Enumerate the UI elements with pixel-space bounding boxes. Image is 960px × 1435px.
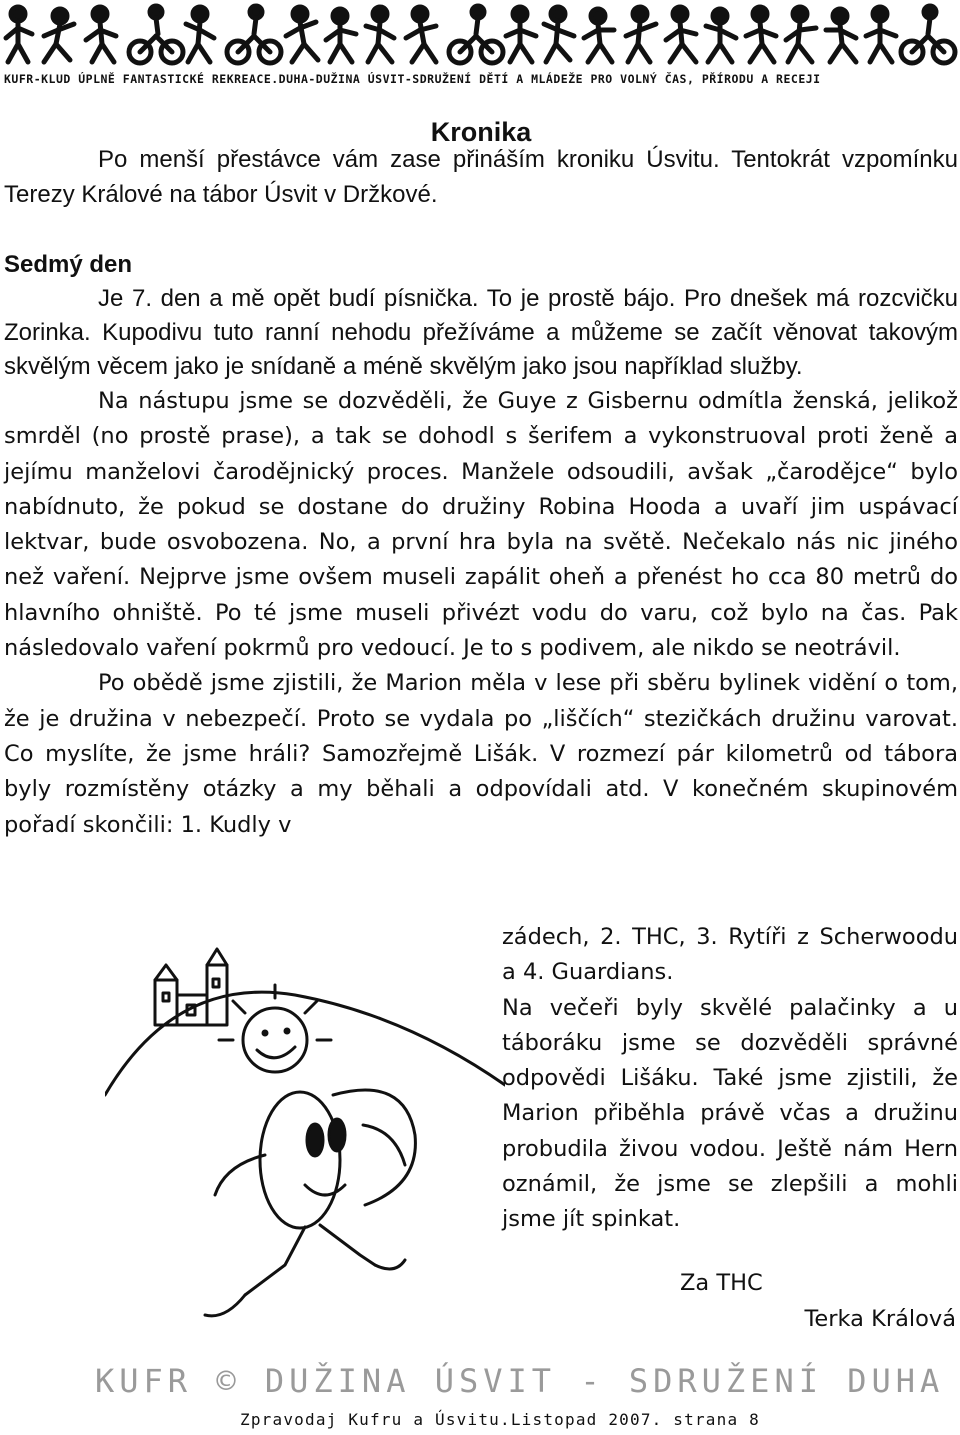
signature-group: Za THC <box>680 1270 763 1296</box>
paragraph-evening: Na večeři byly skvělé palačinky a u táboráku jsme se dozvěděli správné odpovědi Lišáku. Také jsme zjistili, že Marion přiběhla právě včas a družinu probudila živou vodou. Ještě nám Hern oznámil, že jsme se zlepšili a mohli jsme jít spinkat. <box>502 994 958 1233</box>
walking-character-drawing <box>105 935 505 1330</box>
paragraph-3: Po obědě jsme zjistili, že Marion měla v lese při sběru bylinek vidění o tom, že je družina v nebezpečí. Proto se vydala po „liščích“ stezičkách družinu varovat. Co myslíte, že jsme hráli? Samozřejmě Lišák. V rozmezí pár kilometrů od tábora byly rozmístěny otázky a my běhali a odpovídali atd. V konečném skupinovém pořadí skončili: 1. Kudly v <box>4 670 958 838</box>
paragraph-1: Je 7. den a mě opět budí písnička. To je prostě bájo. Pro dnešek má rozcvičku Zorinka. Kupodivu tuto ranní nehodu přežíváme a můžeme se začít věnovat takovým skvělým věcem jako je snídaně a méně skvělým jako jsou například služby. <box>4 285 958 380</box>
paragraph-results: zádech, 2. THC, 3. Rytíři z Scherwoodu a 4. Guardians. <box>502 924 958 986</box>
header-figures-strip <box>0 0 960 70</box>
signature-name: Terka Králová <box>804 1306 956 1332</box>
article-title: Kronika <box>430 117 532 147</box>
walker <box>205 1090 415 1316</box>
paragraph-2: Na nástupu jsme se dozvěděli, že Guye z Gisbernu odmítla ženská, jelikož smrděl (no prostě prase), a tak se dohodl s šerifem a vykonstruoval proti ženě a jejímu manželovi čarodějnický proces. Manžele odsoudili, avšak „čarodějce“ bylo nabídnuto, že pokud se dostane do družiny Robina Hooda a uvaří jim uspávací lektvar, bude osvobozena. No, a první hra byla na světě. Nečekalo nás nic jiného než vaření. Nejprve jsme ovšem museli zapálit oheň a přenést ho cca 80 metrů do hlavního ohniště. Po té jsme museli přivézt vodu do varu, což bylo na čas. Pak následovalo vaření pokrmů pro vedoucí. Je to s podivem, ale nikdo se neotrávil. <box>4 388 958 662</box>
article-intro: Po menší přestávce vám zase přináším kroniku Úsvitu. Tentokrát vzpomínku Terezy Králové na tábor Úsvit v Držkové. <box>4 146 958 208</box>
footer-banner: KUFR © DUŽINA ÚSVIT - SDRUŽENÍ DUHA <box>95 1362 945 1400</box>
castle <box>155 949 227 1025</box>
section-heading: Sedmý den <box>4 251 133 278</box>
footer-page-info: Zpravodaj Kufru a Úsvitu.Listopad 2007. strana 8 <box>240 1410 760 1429</box>
figure-1 <box>6 7 32 62</box>
header-tagline: KUFR-KLUD ÚPLNĚ FANTASTICKÉ REKREACE.DUHA-DUŽINA ÚSVIT-SDRUŽENÍ DĚTÍ A MLÁDEŽE PRO VOLNÝ ČAS, PŘÍRODU A RECEJI <box>4 72 821 86</box>
running-figures-illustration <box>0 0 960 70</box>
article <box>4 112 958 843</box>
right-column <box>502 920 958 1238</box>
